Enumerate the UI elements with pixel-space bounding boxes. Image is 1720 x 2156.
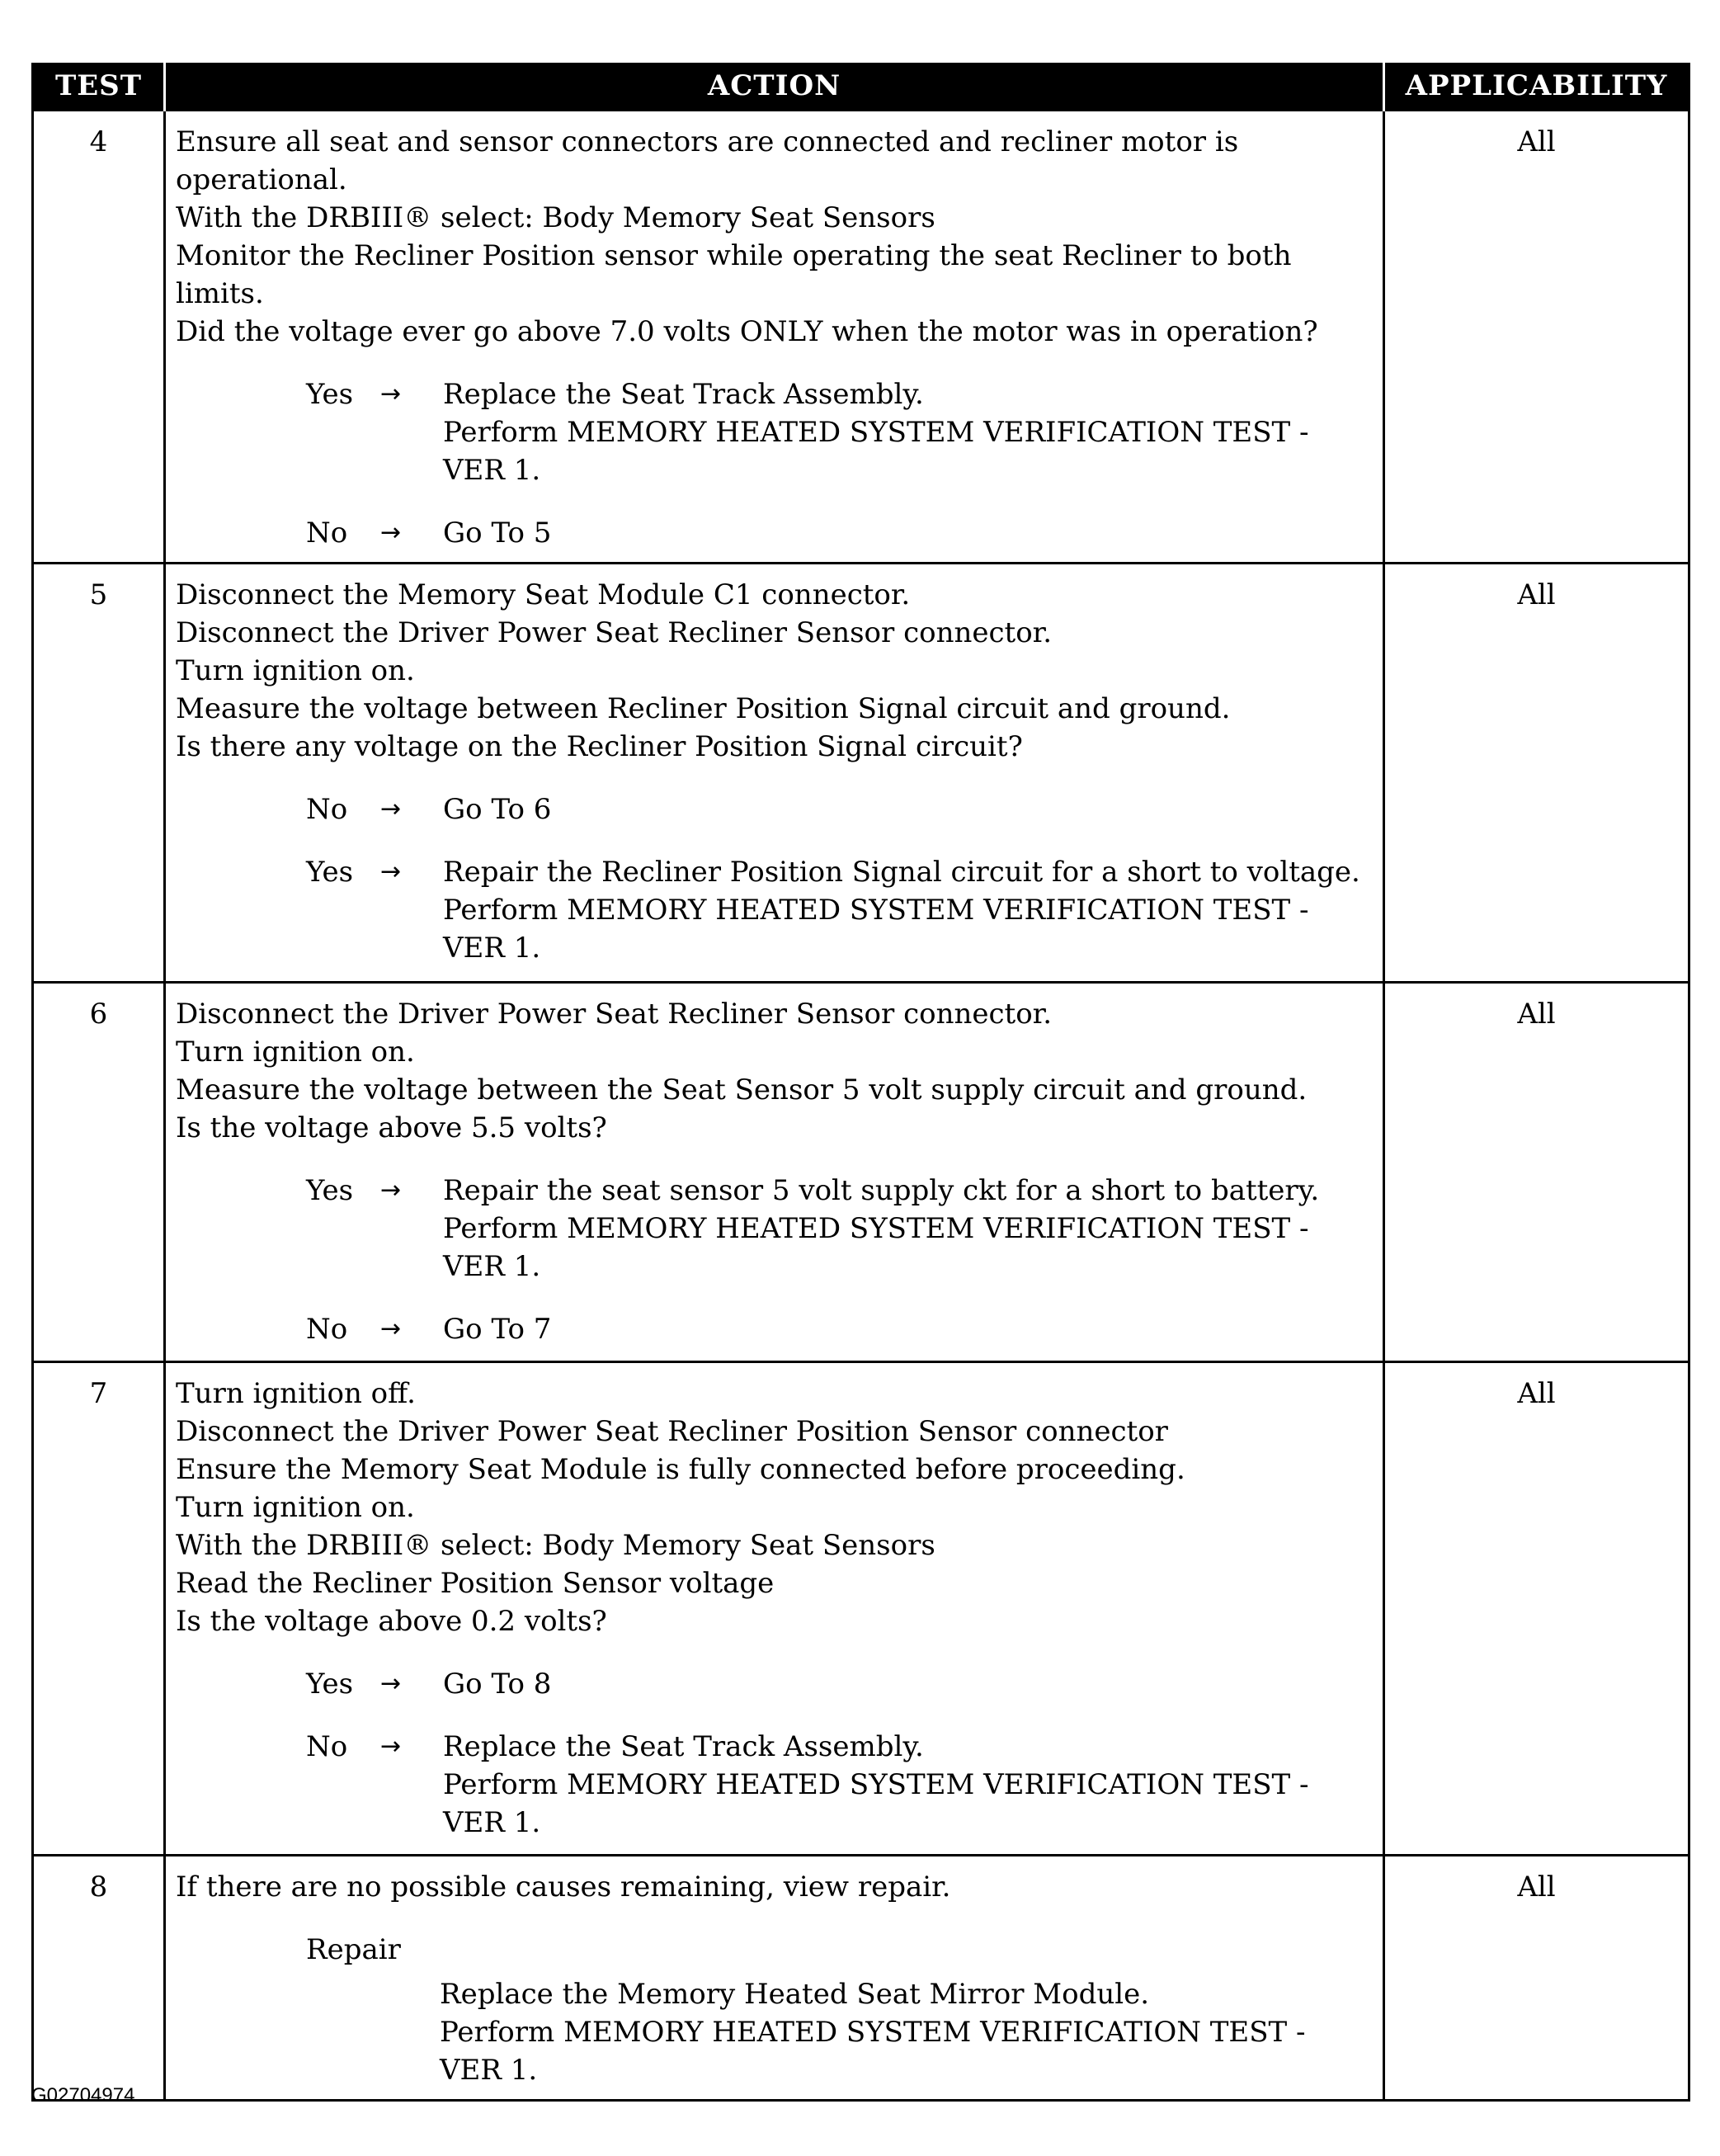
arrow-right-icon: →	[380, 380, 402, 408]
repair-line: VER 1.	[440, 2054, 538, 2087]
outcome-branch	[306, 853, 1374, 967]
action-step: With the DRBIII® select: Body Memory Seat Sensors	[176, 201, 935, 234]
table-row	[33, 1362, 1689, 1856]
outcome-result-line: VER 1.	[443, 932, 541, 965]
action-step: Disconnect the Memory Seat Module C1 connector.	[176, 578, 911, 611]
arrow-right-icon: →	[380, 1176, 402, 1205]
test-number: 7	[33, 1362, 165, 1856]
outcome-result	[443, 853, 1374, 967]
action-step: Ensure all seat and sensor connectors are connected and recliner motor is operational.	[176, 125, 1239, 196]
arrow-right-icon: →	[380, 1732, 402, 1761]
outcome-result	[443, 1172, 1374, 1286]
action-cell	[165, 1856, 1384, 2101]
action-cell	[165, 564, 1384, 983]
action-step: Measure the voltage between the Seat Sensor 5 volt supply circuit and ground.	[176, 1073, 1308, 1106]
header-applicability: APPLICABILITY	[1384, 63, 1689, 111]
repair-line: Perform MEMORY HEATED SYSTEM VERIFICATION TEST -	[440, 2016, 1306, 2049]
outcome-branch	[306, 514, 1374, 552]
table-row	[33, 983, 1689, 1362]
action-step: With the DRBIII® select: Body Memory Seat Sensors	[176, 1529, 935, 1562]
applicability-value: All	[1384, 1856, 1689, 2101]
outcome-branch	[306, 1665, 1374, 1703]
action-step: Turn ignition on.	[176, 1491, 415, 1524]
outcome-result-line: Replace the Seat Track Assembly.	[443, 378, 924, 411]
outcome-answer: Yes	[306, 856, 354, 889]
applicability-value: All	[1384, 564, 1689, 983]
header-test: TEST	[33, 63, 165, 111]
header-action: ACTION	[165, 63, 1384, 111]
outcome-result-line: Repair the Recliner Position Signal circuit for a short to voltage.	[443, 856, 1360, 889]
outcome-result	[443, 1310, 1374, 1348]
action-step: Is the voltage above 0.2 volts?	[176, 1605, 607, 1638]
outcome-result-line: Go To 5	[443, 517, 552, 550]
action-cell	[165, 983, 1384, 1362]
outcome-answer: Yes	[306, 1668, 354, 1701]
arrow-right-icon: →	[380, 795, 402, 823]
test-number: 6	[33, 983, 165, 1362]
outcome-result-line: Go To 8	[443, 1668, 552, 1701]
outcome-result	[443, 1728, 1374, 1842]
outcome-answer: No	[306, 793, 348, 826]
action-step: Disconnect the Driver Power Seat Recliner Sensor connector.	[176, 998, 1053, 1031]
action-step: Is the voltage above 5.5 volts?	[176, 1111, 607, 1144]
arrow-right-icon: →	[380, 1669, 402, 1698]
outcome-result	[443, 514, 1374, 552]
outcome-result-line: Replace the Seat Track Assembly.	[443, 1730, 924, 1763]
action-step: Disconnect the Driver Power Seat Recliner Position Sensor connector	[176, 1415, 1168, 1448]
outcome-result-line: Perform MEMORY HEATED SYSTEM VERIFICATION TEST -	[443, 1212, 1309, 1245]
applicability-value: All	[1384, 983, 1689, 1362]
outcome-result-line: Perform MEMORY HEATED SYSTEM VERIFICATION TEST -	[443, 1768, 1309, 1801]
arrow-right-icon: →	[380, 1314, 402, 1343]
test-number: 5	[33, 564, 165, 983]
arrow-right-icon: →	[380, 518, 402, 547]
action-step: Turn ignition on.	[176, 1036, 415, 1069]
outcome-result-line: Go To 7	[443, 1313, 552, 1346]
outcome-result	[443, 1665, 1374, 1703]
action-step: Measure the voltage between Recliner Position Signal circuit and ground.	[176, 692, 1231, 725]
table-row	[33, 111, 1689, 564]
outcome-branch	[306, 375, 1374, 489]
outcome-branch	[306, 1172, 1374, 1286]
outcome-answer: No	[306, 1730, 348, 1763]
action-step: Turn ignition off.	[176, 1377, 416, 1410]
outcome-result-line: VER 1.	[443, 1250, 541, 1283]
outcome-answer: No	[306, 517, 348, 550]
repair-instructions	[440, 1975, 1374, 2089]
outcome-result-line: Perform MEMORY HEATED SYSTEM VERIFICATION TEST -	[443, 894, 1309, 927]
applicability-value: All	[1384, 1362, 1689, 1856]
outcome-result	[443, 790, 1374, 828]
action-step: If there are no possible causes remaining, view repair.	[176, 1871, 951, 1904]
table-row	[33, 564, 1689, 983]
figure-id: G02704974	[31, 2084, 135, 2106]
diagnostic-test-table	[31, 63, 1690, 2102]
arrow-right-icon: →	[380, 857, 402, 886]
outcome-branch	[306, 1728, 1374, 1842]
outcome-result-line: Go To 6	[443, 793, 552, 826]
outcome-answer: Yes	[306, 1174, 354, 1207]
action-step: Did the voltage ever go above 7.0 volts ONLY when the motor was in operation?	[176, 315, 1318, 348]
outcome-result-line: VER 1.	[443, 454, 541, 487]
outcome-answer: Yes	[306, 378, 354, 411]
outcome-result-line: Perform MEMORY HEATED SYSTEM VERIFICATION TEST -	[443, 416, 1309, 449]
action-step: Monitor the Recliner Position sensor while operating the seat Recliner to both limits.	[176, 239, 1292, 310]
action-step: Turn ignition on.	[176, 654, 415, 687]
test-number: 8	[33, 1856, 165, 2101]
test-number: 4	[33, 111, 165, 564]
outcome-result-line: Repair the seat sensor 5 volt supply ckt for a short to battery.	[443, 1174, 1320, 1207]
outcome-branch	[306, 1310, 1374, 1348]
action-step: Disconnect the Driver Power Seat Recliner Sensor connector.	[176, 616, 1053, 649]
outcome-result-line: VER 1.	[443, 1806, 541, 1839]
action-cell	[165, 111, 1384, 564]
repair-label: Repair	[306, 1933, 401, 1966]
outcome-answer: No	[306, 1313, 348, 1346]
outcome-result	[443, 375, 1374, 489]
action-step: Read the Recliner Position Sensor voltage	[176, 1567, 775, 1600]
action-step: Is there any voltage on the Recliner Position Signal circuit?	[176, 730, 1023, 763]
outcome-branch	[306, 790, 1374, 828]
table-header-row	[33, 63, 1689, 111]
applicability-value: All	[1384, 111, 1689, 564]
table-body	[33, 111, 1689, 2101]
table-row	[33, 1856, 1689, 2101]
repair-line: Replace the Memory Heated Seat Mirror Module.	[440, 1978, 1150, 2011]
action-cell	[165, 1362, 1384, 1856]
action-step: Ensure the Memory Seat Module is fully connected before proceeding.	[176, 1453, 1185, 1486]
